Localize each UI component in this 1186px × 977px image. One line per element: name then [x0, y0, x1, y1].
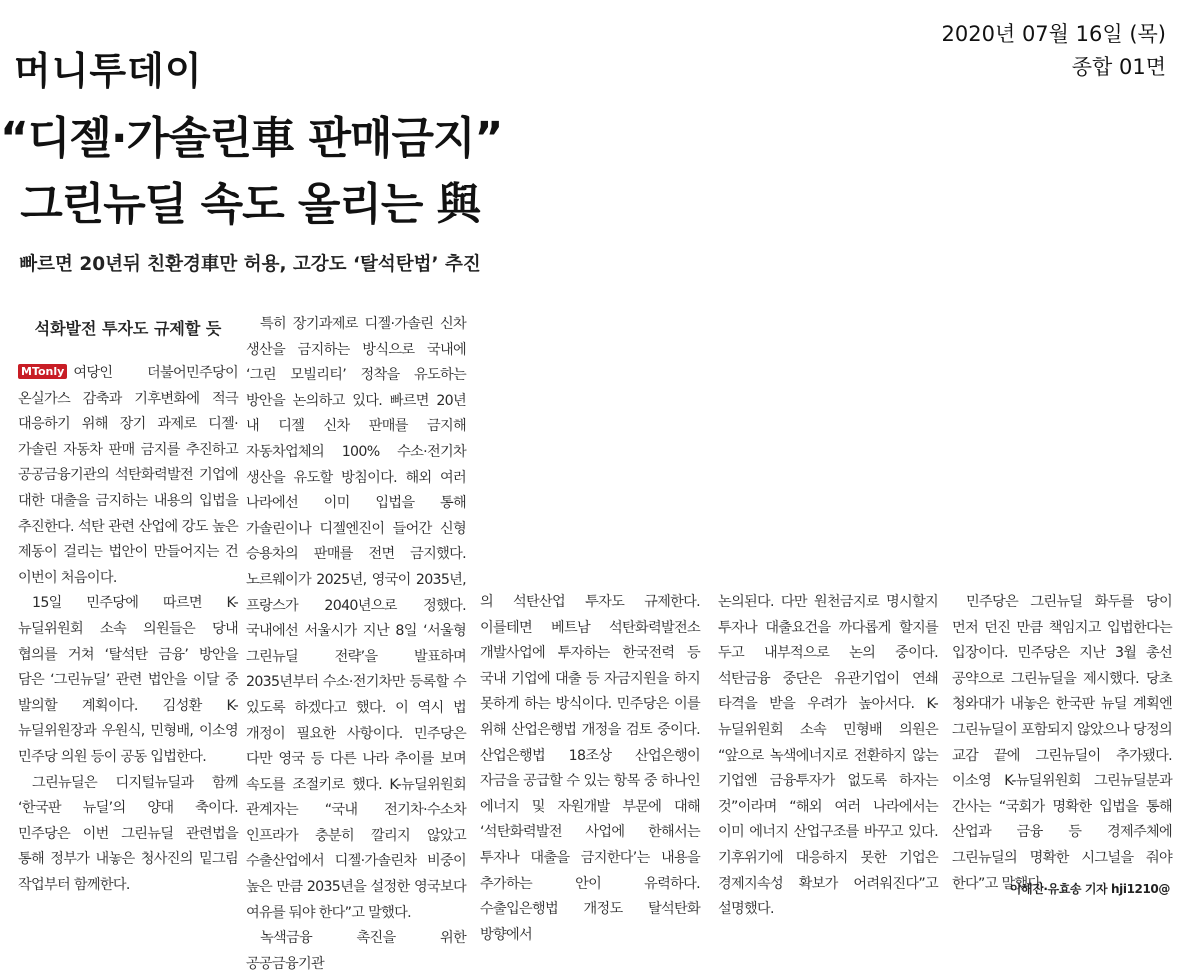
paragraph: 특히 장기과제로 디젤·가솔린 신차 생산을 금지하는 방식으로 국내에 ‘그린 모빌리티’ 정착을 유도하는 방안을 논의하고 있다. 빠르면 20년 내 디젤 신차 판매를 금지해 자동차업체의 100% 수소·전기차 생산을 유도할 방침이다. 해외 여러 나라에선 이미 입법을 통해 가솔린이나 디젤엔진이 들어간 신형 승용차의 판매를 전면 금지했다. 노르웨이가 2025년, 영국이 2035년, 프랑스가 2040년으로 정했다. 국내에선 서울시가 지난 8일 ‘서울형 그린뉴딜 전략’을 발표하며 2035년부터 수소·전기차만 등록할 수 있도록 하겠다고 했다. 이 역시 법 개정이 필요한 사항이다. 민주당은 다만 영국 등 다른 나라 추이를 보며 속도를 조절키로 했다. K-뉴딜위원회 관계자는 “국내 전기차·수소차 인프라가 충분히 깔리지 않았고 수출산업에서 디젤·가솔린차 비중이 높은 만큼 2035년을 설정한 영국보다 여유를 둬야 한다”고 말했다.	[246, 316, 470, 921]
paragraph-text: 여당인 더불어민주당이 온실가스 감축과 기후변화에 적극 대응하기 위해 장기 과제로 디젤·가솔린 자동차 판매 금지를 추진하고 공공금융기관의 석탄화력발전 기업에 대한 대출을 금지하는 내용의 입법을 추진한다. 석탄 관련 산업에 강도 높은 제동이 걸리는 법안이 만들어지는 건 이번이 처음이다.	[18, 365, 242, 586]
article-column-2	[246, 312, 470, 977]
subheadline: 빠르면 20년뒤 친환경車만 허용, 고강도 ‘탈석탄법’ 추진	[19, 254, 481, 275]
paragraph: 녹색금융 촉진을 위한 공공금융기관	[246, 930, 470, 972]
paragraph: 논의된다. 다만 원천금지로 명시할지 투자나 대출요건을 까다롭게 할지를 두고 내부적으로 논의 중이다. 석탄금융 중단은 유관기업이 연쇄 타격을 받을 우려가 높아서다. K-뉴딜위원회 소속 민형배 의원은 “앞으로 녹색에너지로 전환하지 않는 기업엔 금융투자가 없도록 하자는 것”이라며 “해외 여러 나라에서는 이미 에너지 산업구조를 바꾸고 있다. 기후위기에 대응하지 못한 기업은 경제지속성 확보가 어려워진다”고 설명했다.	[718, 594, 942, 918]
issue-date: 2020년 07월 16일 (목)	[941, 22, 1166, 46]
article-column-1	[18, 361, 242, 898]
article-column-3	[480, 590, 704, 948]
article-column-5	[952, 590, 1176, 897]
mt-only-badge: MTonly	[18, 364, 67, 379]
paragraph: 그린뉴딜은 디지털뉴딜과 함께 ‘한국판 뉴딜’의 양대 축이다. 민주당은 이번 그린뉴딜 관련법을 통해 정부가 내놓은 청사진의 밑그림 작업부터 함께한다.	[18, 774, 242, 893]
headline-line-2: 그린뉴딜 속도 올리는 與	[20, 179, 480, 230]
paragraph: 의 석탄산업 투자도 규제한다. 이를테면 베트남 석탄화력발전소 개발사업에 투자하는 한국전력 등 국내 기업에 대출 등 자금지원을 하지 못하게 하는 방식이다. 민주당은 이를 위해 산업은행법 개정을 검토 중이다. 산업은행법 18조상 산업은행이 자금을 공급할 수 있는 항목 중 하나인 에너지 및 자원개발 부문에 대해 ‘석탄화력발전 사업에 한해서는 투자나 대출을 금지한다’는 내용을 추가하는 안이 유력하다. 수출입은행법 개정도 탈석탄화 방향에서	[480, 594, 704, 943]
section-page: 종합 01면	[1071, 55, 1166, 79]
section-heading: 석화발전 투자도 규제할 듯	[34, 319, 222, 338]
publication-name: 머니투데이	[14, 49, 203, 93]
dateline	[942, 18, 1166, 84]
headline-line-1: “디젤·가솔린車 판매금지”	[0, 113, 503, 164]
paragraph: 민주당은 그린뉴딜 화두를 당이 먼저 던진 만큼 책임지고 입법한다는 입장이다. 민주당은 지난 3월 총선 공약으로 그린뉴딜을 제시했다. 당초 청와대가 내놓은 한국판 뉴딜 계획엔 그린뉴딜이 포함되지 않았으나 당정의 교감 끝에 그린뉴딜이 추가됐다. 이소영 K-뉴딜위원회 그린뉴딜분과 간사는 “국회가 명확한 입법을 통해 산업과 금융 등 경제주체에 그린뉴딜의 명확한 시그널을 줘야 한다”고 말했다.	[952, 594, 1176, 892]
article-column-4	[718, 590, 942, 923]
paragraph	[18, 361, 242, 591]
byline: 이해진·유효송 기자 hji1210@	[1009, 882, 1170, 896]
paragraph: 15일 민주당에 따르면 K-뉴딜위원회 소속 의원들은 당내 협의를 거쳐 ‘탈석탄 금융’ 방안을 담은 ‘그린뉴딜’ 관련 법안을 이달 중 발의할 계획이다. 김성환 K-뉴딜위원장과 우원식, 민형배, 이소영 민주당 의원 등이 공동 입법한다.	[18, 595, 242, 765]
